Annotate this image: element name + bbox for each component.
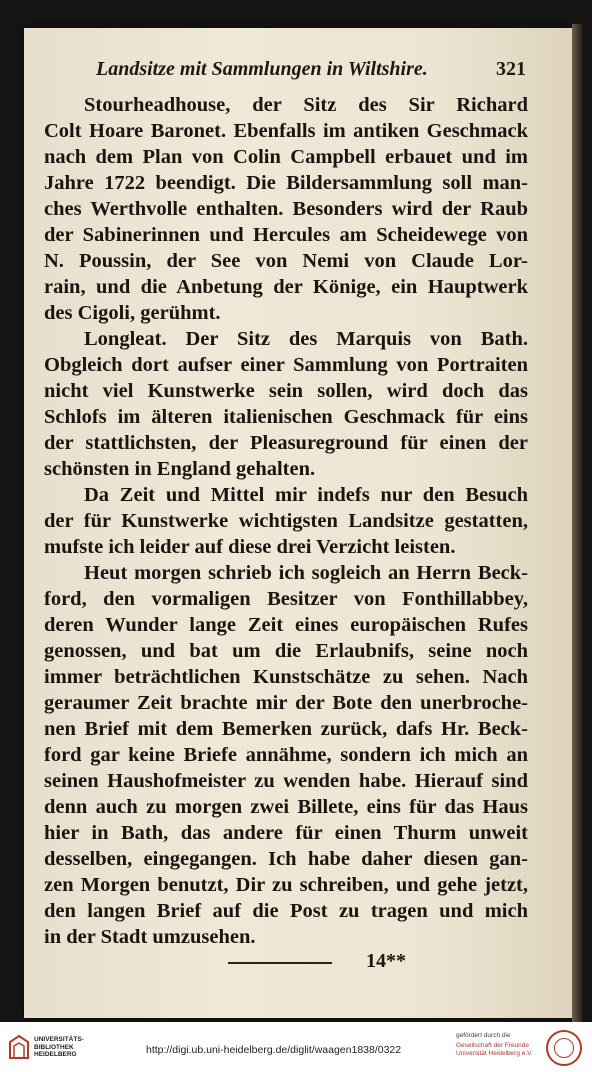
text-line: denn auch zu morgen zwei Billete, eins für das Haus xyxy=(44,796,528,818)
library-name: UNIVERSITÄTS-BIBLIOTHEK HEIDELBERG xyxy=(34,1036,84,1058)
text-line: rain, und die Anbetung der Könige, ein Hauptwerk xyxy=(44,276,528,298)
running-head xyxy=(96,58,526,86)
footnote-rule xyxy=(228,962,332,964)
text-line: geraumer Zeit brachte mir der Bote den unerbroche- xyxy=(44,692,528,714)
text-line: seinen Haushofmeister zu wenden habe. Hierauf sind xyxy=(44,770,528,792)
text-line: Colt Hoare Baronet. Ebenfalls im antiken Geschmack xyxy=(44,120,528,142)
sponsor-label: gefördert durch die xyxy=(456,1032,511,1039)
text-line: in der Stadt umzusehen. xyxy=(44,926,256,948)
text-line: Jahre 1722 beendigt. Die Bildersammlung soll man- xyxy=(44,172,528,194)
university-logo-icon xyxy=(8,1034,30,1060)
text-line: Da Zeit und Mittel mir indefs nur den Besuch xyxy=(84,484,528,506)
viewer-footer xyxy=(0,1022,592,1072)
text-line: Schlofs im älteren italienischen Geschmack für eins xyxy=(44,406,528,428)
text-line: nach dem Plan von Colin Campbell erbauet und im xyxy=(44,146,528,168)
text-line: Longleat. Der Sitz des Marquis von Bath. xyxy=(84,328,528,350)
signature-mark: 14** xyxy=(366,950,406,972)
sponsor-name: Gesellschaft der Freunde Universität Heidelberg e.V. xyxy=(456,1042,533,1057)
text-line: Stourheadhouse, der Sitz des Sir Richard xyxy=(84,94,528,116)
text-line: Obgleich dort aufser einer Sammlung von Portraiten xyxy=(44,354,528,376)
text-line: schönsten in England gehalten. xyxy=(44,458,316,480)
text-line: genossen, und bat um die Erlaubnifs, seine noch xyxy=(44,640,528,662)
body-text xyxy=(44,92,528,950)
permalink[interactable]: http://digi.ub.uni-heidelberg.de/diglit/waagen1838/0322 xyxy=(146,1044,402,1056)
text-line: den langen Brief auf die Post zu tragen und mich xyxy=(44,900,528,922)
sponsor-seal-icon xyxy=(546,1030,582,1066)
text-line: immer beträchtlichen Kunstschätze zu sehen. Nach xyxy=(44,666,528,688)
text-line: nen Brief mit dem Bemerken zurück, dafs Hr. Beck- xyxy=(44,718,528,740)
text-line: nicht viel Kunstwerke sein sollen, wird doch das xyxy=(44,380,528,402)
text-line: Heut morgen schrieb ich sogleich an Herrn Beck- xyxy=(84,562,528,584)
text-line: ford, den vormaligen Besitzer von Fonthillabbey, xyxy=(44,588,528,610)
text-line: hier in Bath, das andere für einen Thurm unweit xyxy=(44,822,528,844)
text-line: ches Werthvolle enthalten. Besonders wird der Raub xyxy=(44,198,528,220)
text-line: der für Kunstwerke wichtigsten Landsitze gestatten, xyxy=(44,510,528,532)
text-line: desselben, eingegangen. Ich habe daher diesen gan- xyxy=(44,848,528,870)
text-line: N. Poussin, der See von Nemi von Claude Lor- xyxy=(44,250,528,272)
text-line: ford gar keine Briefe annähme, sondern ich mich an xyxy=(44,744,528,766)
text-line: mufste ich leider auf diese drei Verzicht leisten. xyxy=(44,536,456,558)
page-edge xyxy=(572,24,582,1024)
seal-inner-ring xyxy=(554,1038,574,1058)
text-line: zen Morgen benutzt, Dir zu schreiben, und gehe jetzt, xyxy=(44,874,528,896)
text-line: der stattlichsten, der Pleasureground für einen der xyxy=(44,432,528,454)
text-line: des Cigoli, gerühmt. xyxy=(44,302,221,324)
text-line: deren Wunder lange Zeit eines europäischen Rufes xyxy=(44,614,528,636)
running-head-title: Landsitze mit Sammlungen in Wiltshire. xyxy=(96,58,428,80)
text-line: der Sabinerinnen und Hercules am Scheidewege von xyxy=(44,224,528,246)
page-number: 321 xyxy=(496,58,526,80)
